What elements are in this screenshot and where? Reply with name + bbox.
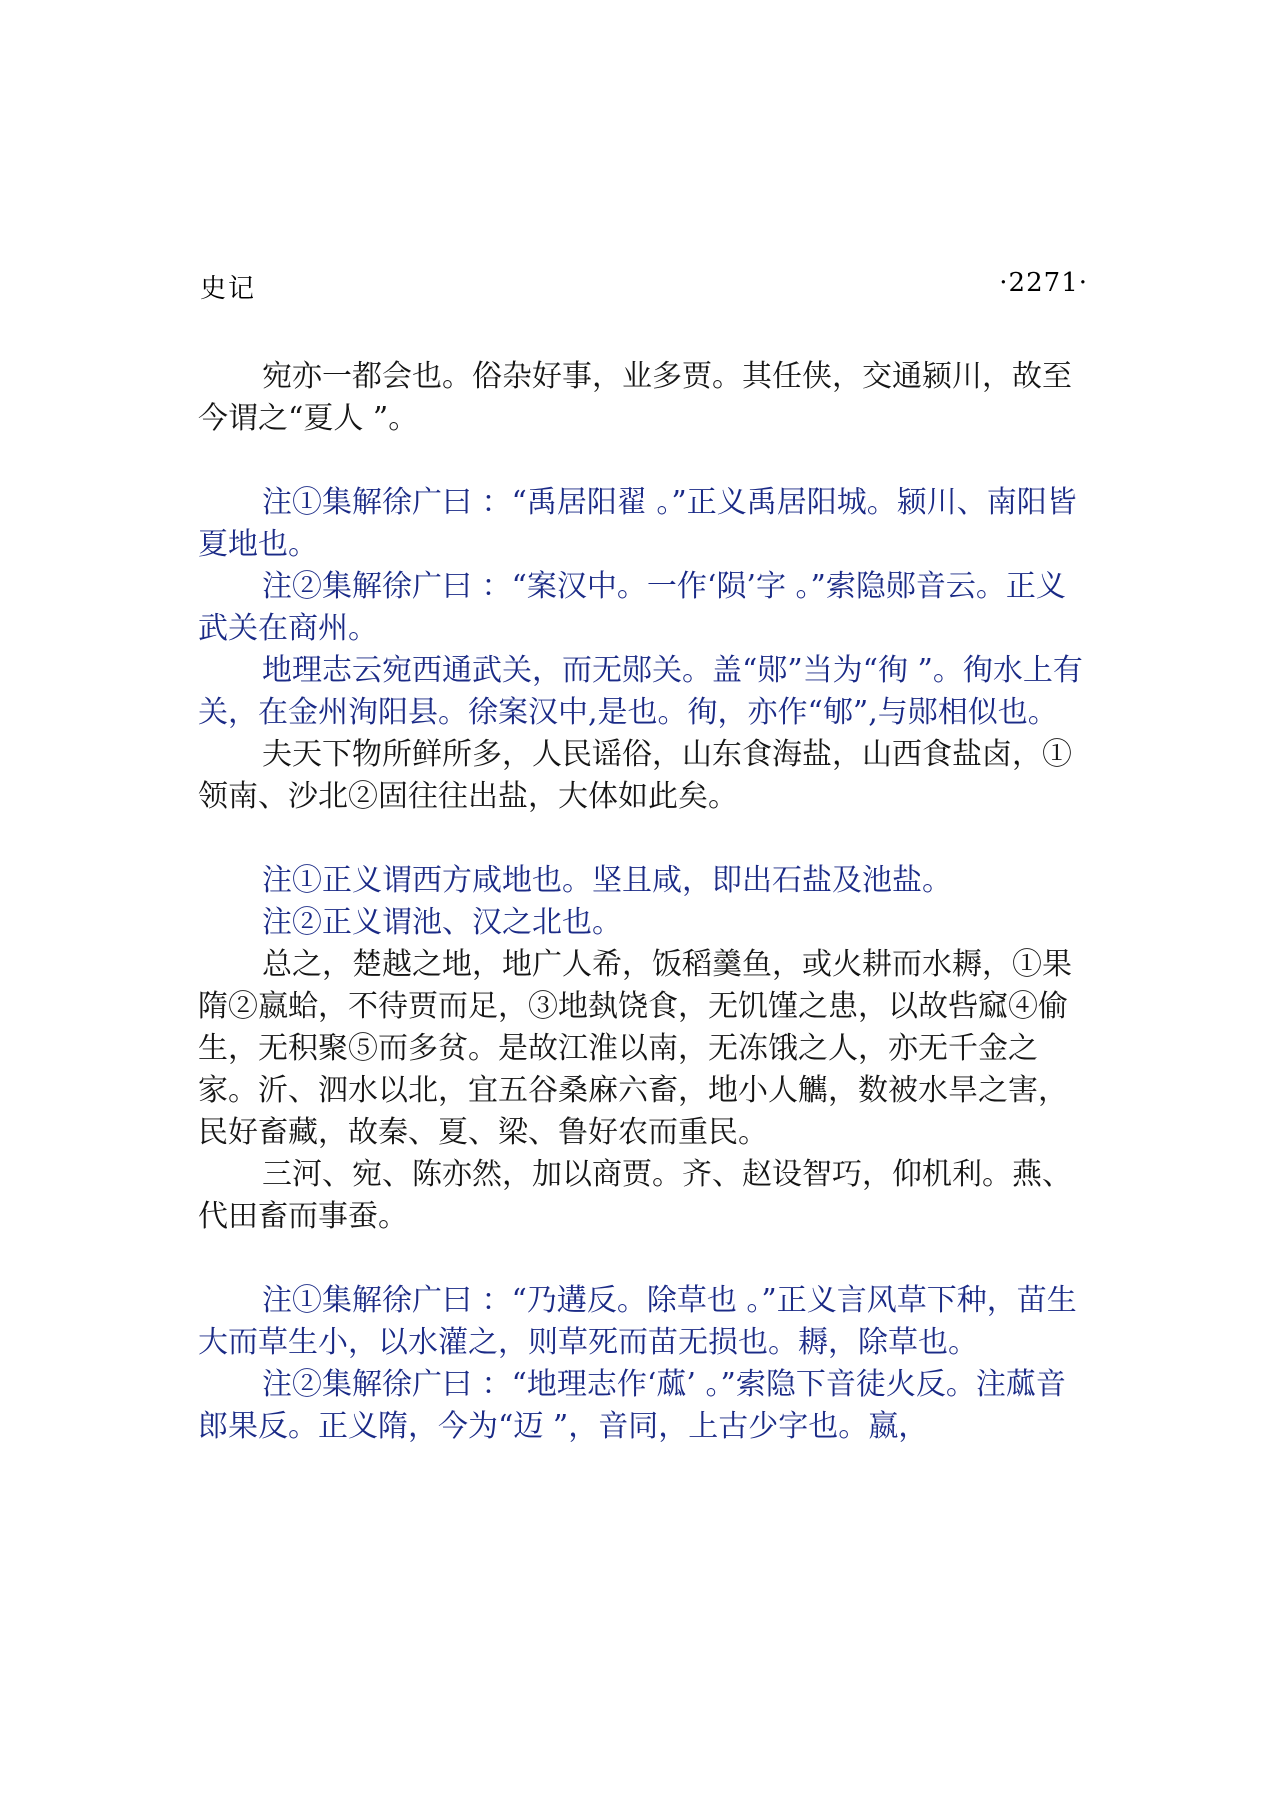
book-title: 史记 (200, 274, 257, 304)
main-text-paragraph: 宛亦一都会也。俗杂好事，业多贾。其任侠，交通颍川，故至今谓之“夏人 ”。 (198, 359, 1072, 436)
main-text-paragraph: 三河、宛、陈亦然，加以商贾。齐、赵设智巧，仰机利。燕、代田畜而事蚕。 (198, 1157, 1072, 1234)
paragraph-gap (198, 818, 1088, 860)
annotation-paragraph: 注②集解徐广曰 ：“案汉中。一作‘陨’字 。”索隐郧音云。正义武关在商州。 (198, 569, 1066, 646)
paragraph-gap (198, 440, 1088, 482)
annotation-paragraph: 注①集解徐广曰 ：“禹居阳翟 。”正义禹居阳城。颍川、南阳皆夏地也。 (198, 485, 1077, 562)
main-text-paragraph: 总之，楚越之地，地广人希，饭稻羹鱼，或火耕而水耨，①果隋②嬴蛤，不待贾而足，③地埶饶食，无饥馑之患，以故呰窳④偷生，无积聚⑤而多贫。是故江淮以南，无冻饿之人，亦无千金之家。沂、泗水以北，宜五谷桑麻六畜，地小人觽，数被水旱之害，民好畜藏，故秦、夏、梁、鲁好农而重民。 (198, 947, 1072, 1150)
page-number: ·2271· (999, 268, 1088, 298)
annotation-paragraph: 注②正义谓池、汉之北也。 (262, 905, 622, 940)
book-page (198, 268, 1088, 1444)
main-text-paragraph: 夫天下物所鲜所多，人民谣俗，山东食海盐，山西食盐卤，①领南、沙北②固往往出盐，大体如此矣。 (198, 737, 1072, 814)
page-body (198, 356, 1088, 1448)
paragraph-gap (198, 1238, 1088, 1280)
annotation-paragraph: 地理志云宛西通武关，而无郧关。盖“郧”当为“徇 ”。徇水上有关，在金州洵阳县。徐案汉中,是也。徇，亦作“郇”,与郧相似也。 (198, 653, 1083, 730)
annotation-paragraph: 注①正义谓西方咸地也。坚且咸，即出石盐及池盐。 (262, 863, 952, 898)
annotation-paragraph: 注①集解徐广曰 ：“乃遘反。除草也 。”正义言风草下种，苗生大而草生小，以水灌之，则草死而苗无损也。耨，除草也。 (198, 1283, 1077, 1360)
page-header (198, 268, 1088, 308)
annotation-paragraph: 注②集解徐广曰 ：“地理志作‘蓏’ 。”索隐下音徒火反。注蓏音郎果反。正义隋，今为“迈 ”，音同，上古少字也。嬴， (198, 1367, 1066, 1444)
